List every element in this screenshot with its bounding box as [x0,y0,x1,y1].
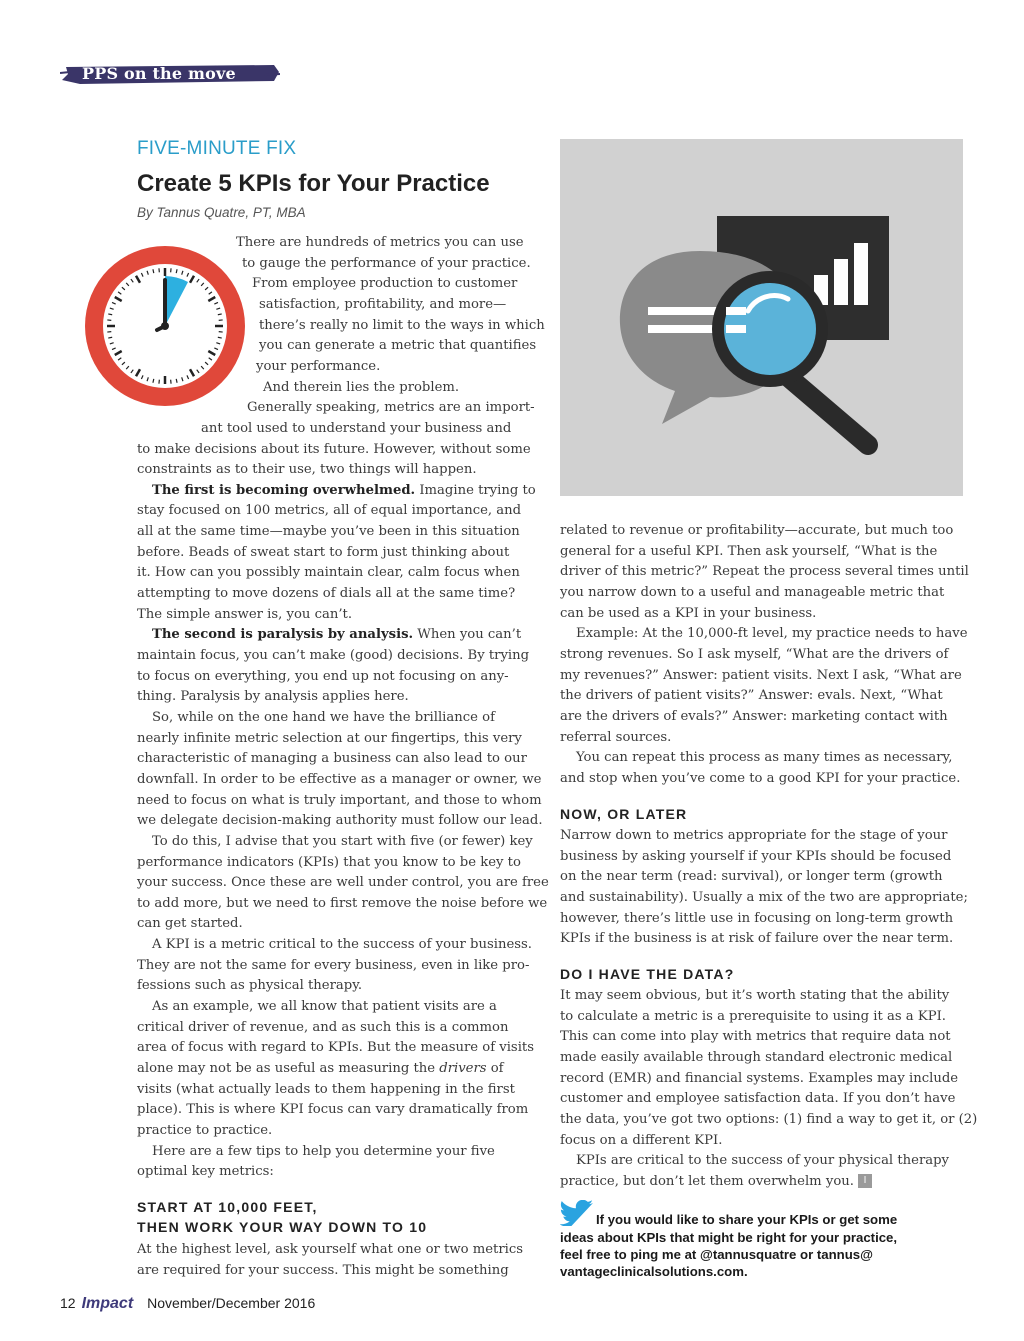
issue-date: November/December 2016 [147,1295,316,1311]
article-title: Create 5 KPIs for Your Practice [137,170,490,197]
column-1-line: to gauge the performance of your practice. [242,255,531,271]
column-2-data-line: the data, you’ve got two options: (1) find a way to get it, or (2) [560,1111,978,1127]
column-1-line: before. Beads of sweat start to form just thinking about [137,544,510,560]
column-1-line: alone may not be as useful as measuring the drivers of [137,1061,504,1076]
column-2-line: you narrow down to a useful and manageable metric that [560,584,945,600]
article-kicker: FIVE-MINUTE FIX [137,138,297,159]
column-2-now-line: however, there’s little use in focusing on long-term growth [560,910,954,926]
column-2-line: You can repeat this process as many times as necessary, [576,750,953,766]
column-1-line: ant tool used to understand your business and [201,420,512,436]
column-1-line: we delegate decision-making authority must follow our lead. [137,813,543,829]
column-1-line: critical driver of revenue, and as such this is a common [137,1019,509,1035]
subheading-start-line2: THEN WORK YOUR WAY DOWN TO 10 [137,1219,428,1235]
article-byline: By Tannus Quatre, PT, MBA [137,205,306,220]
column-2-line: Example: At the 10,000-ft level, my practice needs to have [576,626,968,642]
column-1-line: Here are a few tips to help you determine your five [152,1143,495,1159]
column-1-line: downfall. In order to be effective as a manager or owner, we [137,771,542,787]
column-1-line: optimal key metrics: [137,1164,274,1180]
column-2-line: are the drivers of evals?” Answer: marketing contact with [560,708,948,724]
column-2-data-line: made easily available through standard electronic medical [560,1049,953,1065]
column-1-line: your success. Once these are well under control, you are free [137,875,549,891]
column-1-line: stay focused on 100 metrics, all of equal importance, and [137,503,522,519]
column-1-line: A KPI is a metric critical to the success of your business. [152,937,532,953]
column-1-line: Generally speaking, metrics are an import- [247,400,535,416]
lead-in-bold: The second is paralysis by analysis. [152,627,414,643]
column-1-line: The simple answer is, you can’t. [137,606,353,622]
column-1-line: So, while on the one hand we have the brilliance of [152,709,495,725]
column-1-line: it. How can you possibly maintain clear, calm focus when [137,565,520,581]
page-footer [60,1295,315,1313]
column-2-line: strong revenues. So I ask myself, “What are the drivers of [560,646,949,662]
column-1-line: there’s really no limit to the ways in which [259,317,545,333]
banner-label: PPS on the move [82,64,236,83]
column-2-now-line: on the near term (read: survival), or longer term (growth [560,869,943,885]
column-2-line: driver of this metric?” Repeat the process several times until [560,564,969,580]
column-2-line: referral sources. [560,729,672,745]
column-1-line: characteristic of managing a business can also lead to our [137,751,527,767]
column-1-line: you can generate a metric that quantifies [259,338,537,354]
column-2-data-line: focus on a different KPI. [560,1132,723,1148]
section-banner [60,63,280,85]
column-2-data-line: practice, but don’t let them overwhelm you. I [560,1172,872,1193]
magnifier-chart-illustration [560,139,963,496]
cta-line-2: ideas about KPIs that might be right for your practice, [560,1230,898,1245]
column-1-line: practice to practice. [137,1122,273,1138]
column-1-line: to focus on everything, you end up not focusing on any- [137,668,509,684]
column-1-line: maintain focus, you can’t make (good) decisions. By trying [137,648,530,663]
column-1-line: There are hundreds of metrics you can use [236,235,524,250]
magazine-name: Impact [81,1295,134,1312]
column-1-line: visits (what actually leads to them happening in the first [137,1081,515,1097]
column-1-line: The second is paralysis by analysis. When you can’t [152,627,522,643]
column-1-line: your performance. [256,358,381,374]
lead-in-bold: The first is becoming overwhelmed. [152,482,416,498]
column-1-tail-line: are required for your success. This might be something [137,1262,509,1278]
column-1-line: fessions such as physical therapy. [137,978,363,994]
column-2-data-line: KPIs are critical to the success of your physical therapy [576,1153,949,1169]
column-2-line: general for a useful KPI. Then ask yourself, “What is the [560,543,938,559]
column-1-line: nearly infinite metric selection at our fingertips, this very [137,730,522,746]
column-1-line: need to focus on what is truly important, and those to whom [137,792,542,808]
stopwatch-icon [85,246,245,410]
subheading-start: START AT 10,000 FEET, [137,1199,318,1215]
column-2-line: the drivers of patient visits?” Answer: evals. Next, “What [560,688,943,704]
column-2-now-line: Narrow down to metrics appropriate for the stage of your [560,828,948,843]
column-2-data-line: to calculate a metric is a prerequisite to using it as a KPI. [560,1008,946,1024]
column-2-data-line: This can come into play with metrics that require data not [560,1029,951,1045]
column-1-tail-line: At the highest level, ask yourself what one or two metrics [137,1242,524,1257]
column-2-now-line: KPIs if the business is at risk of failure over the near term. [560,931,954,947]
column-2-line: and stop when you’ve come to a good KPI for your practice. [560,770,961,786]
column-1-line: They are not the same for every business, even in like pro- [137,957,530,973]
page-number: 12 [60,1295,76,1311]
column-1-line: To do this, I advise that you start with five (or fewer) key [152,833,533,849]
column-2-line: can be used as a KPI in your business. [560,605,817,621]
column-1-line: constraints as to their use, two things will happen. [137,462,477,478]
column-1-line: to add more, but we need to first remove the noise before we [137,895,548,911]
column-1-line: area of focus with regard to KPIs. But the measure of visits [137,1040,534,1056]
column-2-data-line: record (EMR) and financial systems. Examples may include [560,1070,959,1086]
column-1-line: attempting to move dozens of dials all at the same time? [137,586,516,602]
column-1-line: The first is becoming overwhelmed. Imagine trying to [152,482,536,498]
column-1-line: And therein lies the problem. [263,379,460,395]
column-2-now-line: and sustainability). Usually a mix of the two are appropriate; [560,889,968,905]
end-mark-icon: I [858,1174,872,1188]
cta-line-1: If you would like to share your KPIs or get some [596,1212,898,1227]
column-1-line: As an example, we all know that patient visits are a [152,999,497,1015]
column-1-line: to make decisions about its future. However, without some [137,441,531,457]
column-2-now-line: business by asking yourself if your KPIs should be focused [560,848,952,864]
column-2-data-line: customer and employee satisfaction data. If you don’t have [560,1091,956,1107]
column-2-line: related to revenue or profitability—accurate, but much too [560,523,954,538]
column-1-line: satisfaction, profitability, and more— [259,296,507,312]
cta-line-3: feel free to ping me at @tannusquatre or tannus@ [560,1247,873,1262]
column-1-line: all at the same time—maybe you’ve been in this situation [137,524,520,540]
column-2-data-line: It may seem obvious, but it’s worth stating that the ability [560,988,950,1003]
cta-line-4: vantageclinicalsolutions.com. [560,1264,748,1279]
column-1-line: thing. Paralysis by analysis applies here. [137,689,409,705]
column-1-line: performance indicators (KPIs) that you know to be key to [137,854,521,870]
subheading-now-or-later: NOW, OR LATER [560,806,688,822]
column-1-line: From employee production to customer [252,276,518,292]
column-1-line: can get started. [137,916,243,932]
twitter-bird-icon [560,1200,594,1230]
column-1-line: place). This is where KPI focus can vary dramatically from [137,1102,529,1118]
column-2-line: my revenues?” Answer: patient visits. Next I ask, “What are [560,667,962,683]
subheading-data: DO I HAVE THE DATA? [560,966,735,982]
